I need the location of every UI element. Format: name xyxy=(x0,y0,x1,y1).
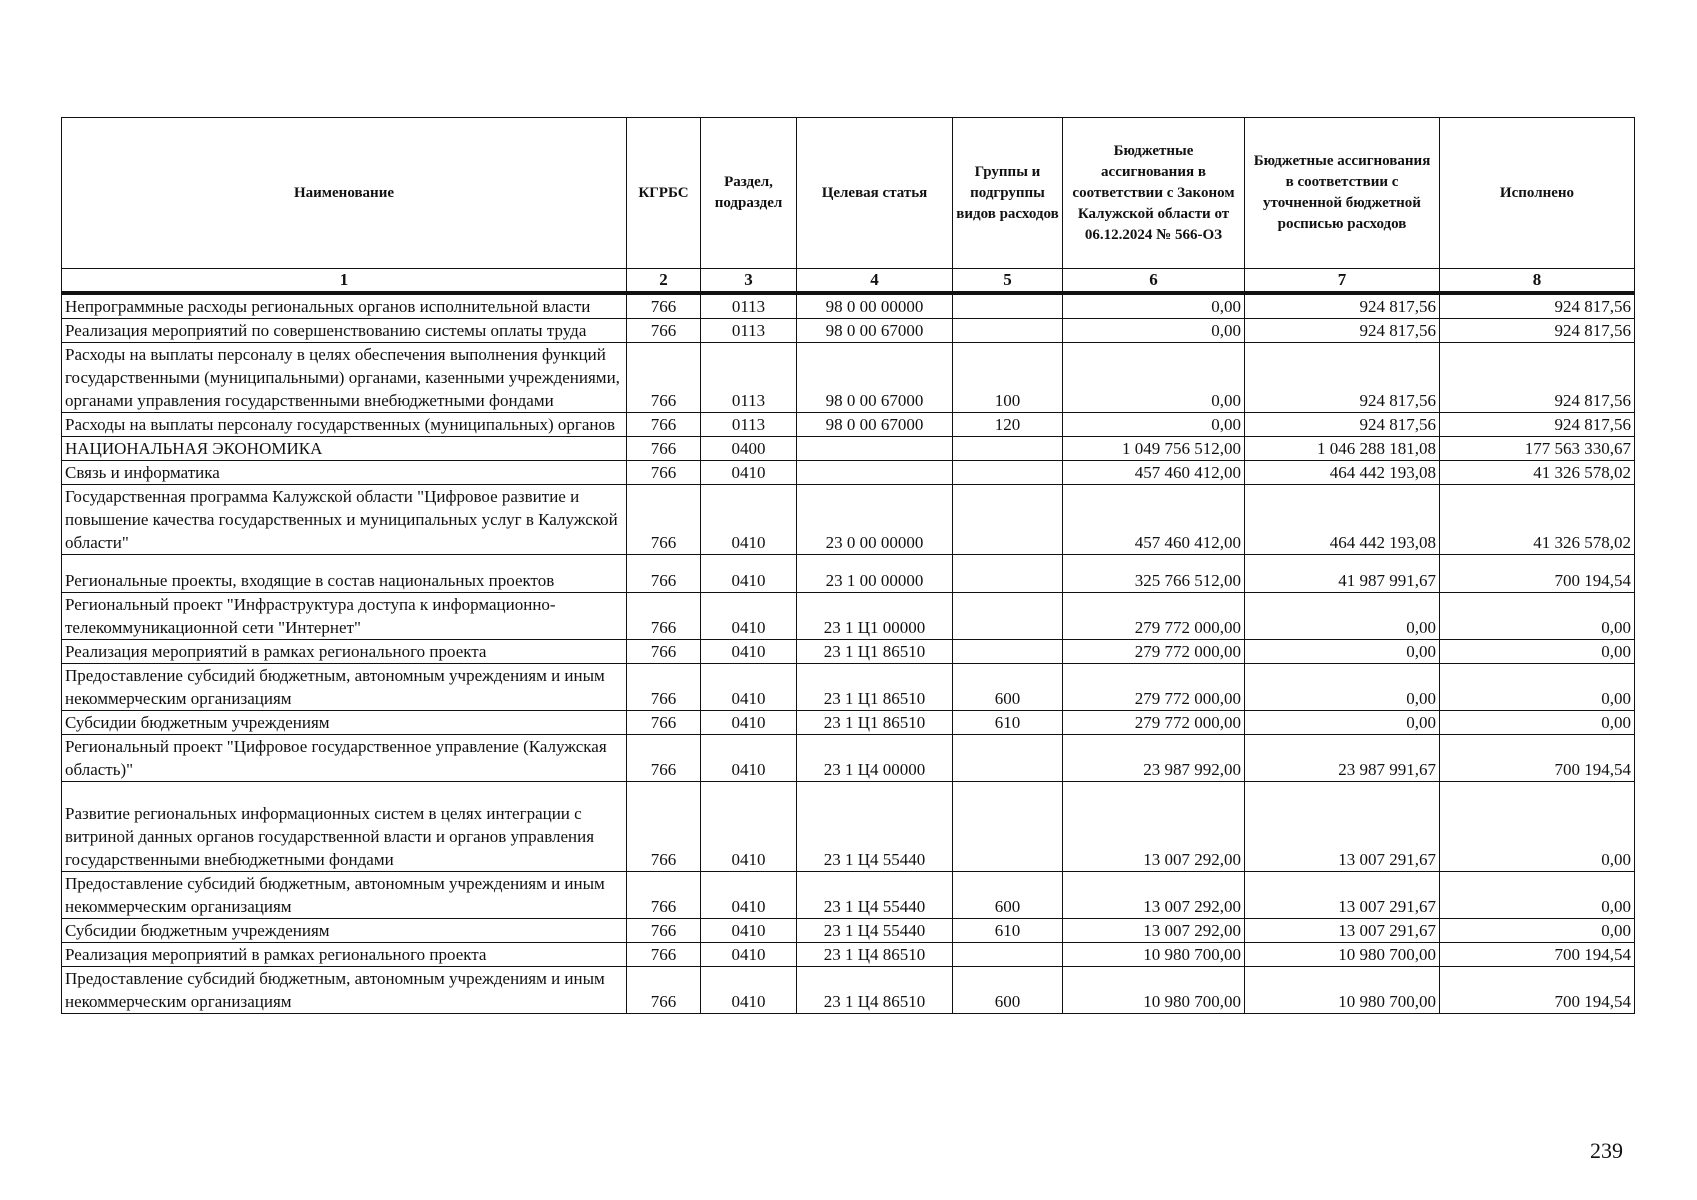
row-rospis-amount: 0,00 xyxy=(1245,711,1440,735)
table-row xyxy=(62,872,1635,919)
row-vid xyxy=(953,319,1063,343)
row-kgrbs: 766 xyxy=(627,711,701,735)
row-razdel: 0410 xyxy=(701,593,797,640)
table-row xyxy=(62,943,1635,967)
row-kgrbs: 766 xyxy=(627,967,701,1014)
row-ispolneno-amount: 924 817,56 xyxy=(1440,413,1635,437)
row-kgrbs: 766 xyxy=(627,461,701,485)
row-kgrbs: 766 xyxy=(627,943,701,967)
header-law: Бюджетные ассигнования в соответствии с Законом Калужской области от 06.12.2024 № 566-ОЗ xyxy=(1063,118,1245,269)
row-ispolneno-amount: 700 194,54 xyxy=(1440,967,1635,1014)
row-name: Региональный проект "Инфраструктура доступа к информационно-телекоммуникационной сети "Интернет" xyxy=(62,593,627,640)
row-rospis-amount: 41 987 991,67 xyxy=(1245,555,1440,593)
row-name: Связь и информатика xyxy=(62,461,627,485)
row-celevaya xyxy=(797,461,953,485)
row-law-amount: 279 772 000,00 xyxy=(1063,640,1245,664)
row-vid: 610 xyxy=(953,711,1063,735)
row-law-amount: 1 049 756 512,00 xyxy=(1063,437,1245,461)
row-celevaya xyxy=(797,437,953,461)
row-rospis-amount: 464 442 193,08 xyxy=(1245,461,1440,485)
row-rospis-amount: 10 980 700,00 xyxy=(1245,943,1440,967)
row-razdel: 0113 xyxy=(701,293,797,319)
row-kgrbs: 766 xyxy=(627,640,701,664)
row-law-amount: 0,00 xyxy=(1063,319,1245,343)
row-kgrbs: 766 xyxy=(627,593,701,640)
row-law-amount: 279 772 000,00 xyxy=(1063,664,1245,711)
row-ispolneno-amount: 0,00 xyxy=(1440,664,1635,711)
row-celevaya: 23 1 00 00000 xyxy=(797,555,953,593)
header-rospis: Бюджетные ассигнования в соответствии с уточненной бюджетной росписью расходов xyxy=(1245,118,1440,269)
row-name: НАЦИОНАЛЬНАЯ ЭКОНОМИКА xyxy=(62,437,627,461)
row-law-amount: 0,00 xyxy=(1063,343,1245,413)
row-ispolneno-amount: 924 817,56 xyxy=(1440,319,1635,343)
table-row xyxy=(62,711,1635,735)
row-razdel: 0410 xyxy=(701,735,797,782)
row-rospis-amount: 10 980 700,00 xyxy=(1245,967,1440,1014)
row-celevaya: 23 1 Ц4 00000 xyxy=(797,735,953,782)
row-law-amount: 325 766 512,00 xyxy=(1063,555,1245,593)
header-name: Наименование xyxy=(62,118,627,269)
table-row xyxy=(62,293,1635,319)
table-row xyxy=(62,461,1635,485)
row-vid: 610 xyxy=(953,919,1063,943)
row-ispolneno-amount: 0,00 xyxy=(1440,711,1635,735)
row-razdel: 0410 xyxy=(701,872,797,919)
table-row xyxy=(62,735,1635,782)
row-name: Предоставление субсидий бюджетным, автономным учреждениям и иным некоммерческим организациям xyxy=(62,967,627,1014)
table-row xyxy=(62,967,1635,1014)
row-name: Расходы на выплаты персоналу государственных (муниципальных) органов xyxy=(62,413,627,437)
row-razdel: 0113 xyxy=(701,413,797,437)
row-ispolneno-amount: 700 194,54 xyxy=(1440,555,1635,593)
row-celevaya: 23 1 Ц4 55440 xyxy=(797,782,953,872)
row-razdel: 0113 xyxy=(701,343,797,413)
row-vid xyxy=(953,437,1063,461)
row-name: Государственная программа Калужской области "Цифровое развитие и повышение качества государственных и муниципальных услуг в Калужской области" xyxy=(62,485,627,555)
table-row xyxy=(62,555,1635,593)
row-razdel: 0400 xyxy=(701,437,797,461)
row-kgrbs: 766 xyxy=(627,343,701,413)
row-law-amount: 13 007 292,00 xyxy=(1063,872,1245,919)
row-rospis-amount: 0,00 xyxy=(1245,593,1440,640)
table-row xyxy=(62,593,1635,640)
row-celevaya: 23 1 Ц4 86510 xyxy=(797,943,953,967)
row-vid xyxy=(953,640,1063,664)
table-row xyxy=(62,640,1635,664)
row-kgrbs: 766 xyxy=(627,872,701,919)
row-law-amount: 0,00 xyxy=(1063,413,1245,437)
row-celevaya: 23 1 Ц4 86510 xyxy=(797,967,953,1014)
row-name: Региональный проект "Цифровое государственное управление (Калужская область)" xyxy=(62,735,627,782)
row-name: Реализация мероприятий в рамках регионального проекта xyxy=(62,943,627,967)
col-number: 6 xyxy=(1063,269,1245,294)
row-rospis-amount: 23 987 991,67 xyxy=(1245,735,1440,782)
row-law-amount: 13 007 292,00 xyxy=(1063,919,1245,943)
row-celevaya: 98 0 00 67000 xyxy=(797,343,953,413)
row-ispolneno-amount: 0,00 xyxy=(1440,782,1635,872)
row-rospis-amount: 0,00 xyxy=(1245,640,1440,664)
row-name: Реализация мероприятий в рамках регионального проекта xyxy=(62,640,627,664)
budget-table-container xyxy=(61,117,1634,1014)
row-kgrbs: 766 xyxy=(627,782,701,872)
header-row xyxy=(62,118,1635,269)
row-kgrbs: 766 xyxy=(627,319,701,343)
col-number: 4 xyxy=(797,269,953,294)
row-celevaya: 23 1 Ц1 86510 xyxy=(797,711,953,735)
table-row xyxy=(62,664,1635,711)
row-name: Развитие региональных информационных систем в целях интеграции с витриной данных органов государственной власти и органов управления государственными внебюджетными фондами xyxy=(62,782,627,872)
row-razdel: 0410 xyxy=(701,919,797,943)
row-kgrbs: 766 xyxy=(627,919,701,943)
row-law-amount: 279 772 000,00 xyxy=(1063,593,1245,640)
row-rospis-amount: 924 817,56 xyxy=(1245,413,1440,437)
row-vid xyxy=(953,461,1063,485)
header-vid: Группы и подгруппы видов расходов xyxy=(953,118,1063,269)
row-name: Субсидии бюджетным учреждениям xyxy=(62,919,627,943)
row-celevaya: 98 0 00 67000 xyxy=(797,319,953,343)
row-ispolneno-amount: 0,00 xyxy=(1440,640,1635,664)
row-vid: 600 xyxy=(953,664,1063,711)
row-celevaya: 23 1 Ц4 55440 xyxy=(797,919,953,943)
header-celevaya: Целевая статья xyxy=(797,118,953,269)
row-razdel: 0410 xyxy=(701,782,797,872)
row-name: Субсидии бюджетным учреждениям xyxy=(62,711,627,735)
row-vid: 100 xyxy=(953,343,1063,413)
table-row xyxy=(62,919,1635,943)
table-row xyxy=(62,782,1635,872)
row-celevaya: 23 1 Ц1 86510 xyxy=(797,640,953,664)
row-ispolneno-amount: 700 194,54 xyxy=(1440,735,1635,782)
row-name: Предоставление субсидий бюджетным, автономным учреждениям и иным некоммерческим организациям xyxy=(62,664,627,711)
row-name: Расходы на выплаты персоналу в целях обеспечения выполнения функций государственными (муниципальными) органами, казенными учреждениями, органами управления государственными внебюджетными фондами xyxy=(62,343,627,413)
row-law-amount: 0,00 xyxy=(1063,293,1245,319)
row-law-amount: 457 460 412,00 xyxy=(1063,461,1245,485)
row-vid xyxy=(953,735,1063,782)
table-row xyxy=(62,343,1635,413)
row-kgrbs: 766 xyxy=(627,664,701,711)
row-rospis-amount: 13 007 291,67 xyxy=(1245,782,1440,872)
table-row xyxy=(62,413,1635,437)
row-kgrbs: 766 xyxy=(627,555,701,593)
row-kgrbs: 766 xyxy=(627,735,701,782)
row-vid xyxy=(953,293,1063,319)
header-razdel: Раздел, подраздел xyxy=(701,118,797,269)
row-ispolneno-amount: 41 326 578,02 xyxy=(1440,461,1635,485)
row-rospis-amount: 0,00 xyxy=(1245,664,1440,711)
row-razdel: 0410 xyxy=(701,943,797,967)
table-body xyxy=(62,293,1635,1014)
row-ispolneno-amount: 0,00 xyxy=(1440,919,1635,943)
page-number: 239 xyxy=(1590,1138,1623,1163)
row-kgrbs: 766 xyxy=(627,293,701,319)
row-rospis-amount: 13 007 291,67 xyxy=(1245,919,1440,943)
row-rospis-amount: 924 817,56 xyxy=(1245,319,1440,343)
row-law-amount: 13 007 292,00 xyxy=(1063,782,1245,872)
row-name: Предоставление субсидий бюджетным, автономным учреждениям и иным некоммерческим организациям xyxy=(62,872,627,919)
row-law-amount: 10 980 700,00 xyxy=(1063,943,1245,967)
row-vid xyxy=(953,782,1063,872)
row-kgrbs: 766 xyxy=(627,413,701,437)
row-law-amount: 23 987 992,00 xyxy=(1063,735,1245,782)
row-vid xyxy=(953,555,1063,593)
row-kgrbs: 766 xyxy=(627,485,701,555)
row-ispolneno-amount: 0,00 xyxy=(1440,593,1635,640)
row-razdel: 0113 xyxy=(701,319,797,343)
row-celevaya: 23 1 Ц4 55440 xyxy=(797,872,953,919)
row-ispolneno-amount: 41 326 578,02 xyxy=(1440,485,1635,555)
table-row xyxy=(62,437,1635,461)
row-celevaya: 98 0 00 67000 xyxy=(797,413,953,437)
col-number: 7 xyxy=(1245,269,1440,294)
row-vid: 120 xyxy=(953,413,1063,437)
row-law-amount: 279 772 000,00 xyxy=(1063,711,1245,735)
col-number: 2 xyxy=(627,269,701,294)
row-vid xyxy=(953,485,1063,555)
row-celevaya: 98 0 00 00000 xyxy=(797,293,953,319)
row-razdel: 0410 xyxy=(701,711,797,735)
row-law-amount: 10 980 700,00 xyxy=(1063,967,1245,1014)
column-number-row xyxy=(62,269,1635,294)
row-ispolneno-amount: 700 194,54 xyxy=(1440,943,1635,967)
col-number: 3 xyxy=(701,269,797,294)
budget-table xyxy=(61,117,1635,1014)
row-rospis-amount: 464 442 193,08 xyxy=(1245,485,1440,555)
row-vid: 600 xyxy=(953,872,1063,919)
row-vid xyxy=(953,943,1063,967)
row-ispolneno-amount: 924 817,56 xyxy=(1440,293,1635,319)
row-razdel: 0410 xyxy=(701,640,797,664)
header-kgrbs: КГРБС xyxy=(627,118,701,269)
row-razdel: 0410 xyxy=(701,967,797,1014)
row-name: Непрограммные расходы региональных органов исполнительной власти xyxy=(62,293,627,319)
row-rospis-amount: 924 817,56 xyxy=(1245,343,1440,413)
row-rospis-amount: 13 007 291,67 xyxy=(1245,872,1440,919)
row-ispolneno-amount: 177 563 330,67 xyxy=(1440,437,1635,461)
row-kgrbs: 766 xyxy=(627,437,701,461)
col-number: 1 xyxy=(62,269,627,294)
table-row xyxy=(62,319,1635,343)
row-razdel: 0410 xyxy=(701,555,797,593)
row-vid xyxy=(953,593,1063,640)
row-law-amount: 457 460 412,00 xyxy=(1063,485,1245,555)
col-number: 8 xyxy=(1440,269,1635,294)
row-name: Региональные проекты, входящие в состав национальных проектов xyxy=(62,555,627,593)
row-vid: 600 xyxy=(953,967,1063,1014)
row-razdel: 0410 xyxy=(701,664,797,711)
row-ispolneno-amount: 0,00 xyxy=(1440,872,1635,919)
table-row xyxy=(62,485,1635,555)
row-name: Реализация мероприятий по совершенствованию системы оплаты труда xyxy=(62,319,627,343)
row-rospis-amount: 924 817,56 xyxy=(1245,293,1440,319)
row-razdel: 0410 xyxy=(701,461,797,485)
row-celevaya: 23 1 Ц1 00000 xyxy=(797,593,953,640)
header-ispolneno: Исполнено xyxy=(1440,118,1635,269)
col-number: 5 xyxy=(953,269,1063,294)
row-celevaya: 23 1 Ц1 86510 xyxy=(797,664,953,711)
row-ispolneno-amount: 924 817,56 xyxy=(1440,343,1635,413)
row-rospis-amount: 1 046 288 181,08 xyxy=(1245,437,1440,461)
row-razdel: 0410 xyxy=(701,485,797,555)
row-celevaya: 23 0 00 00000 xyxy=(797,485,953,555)
